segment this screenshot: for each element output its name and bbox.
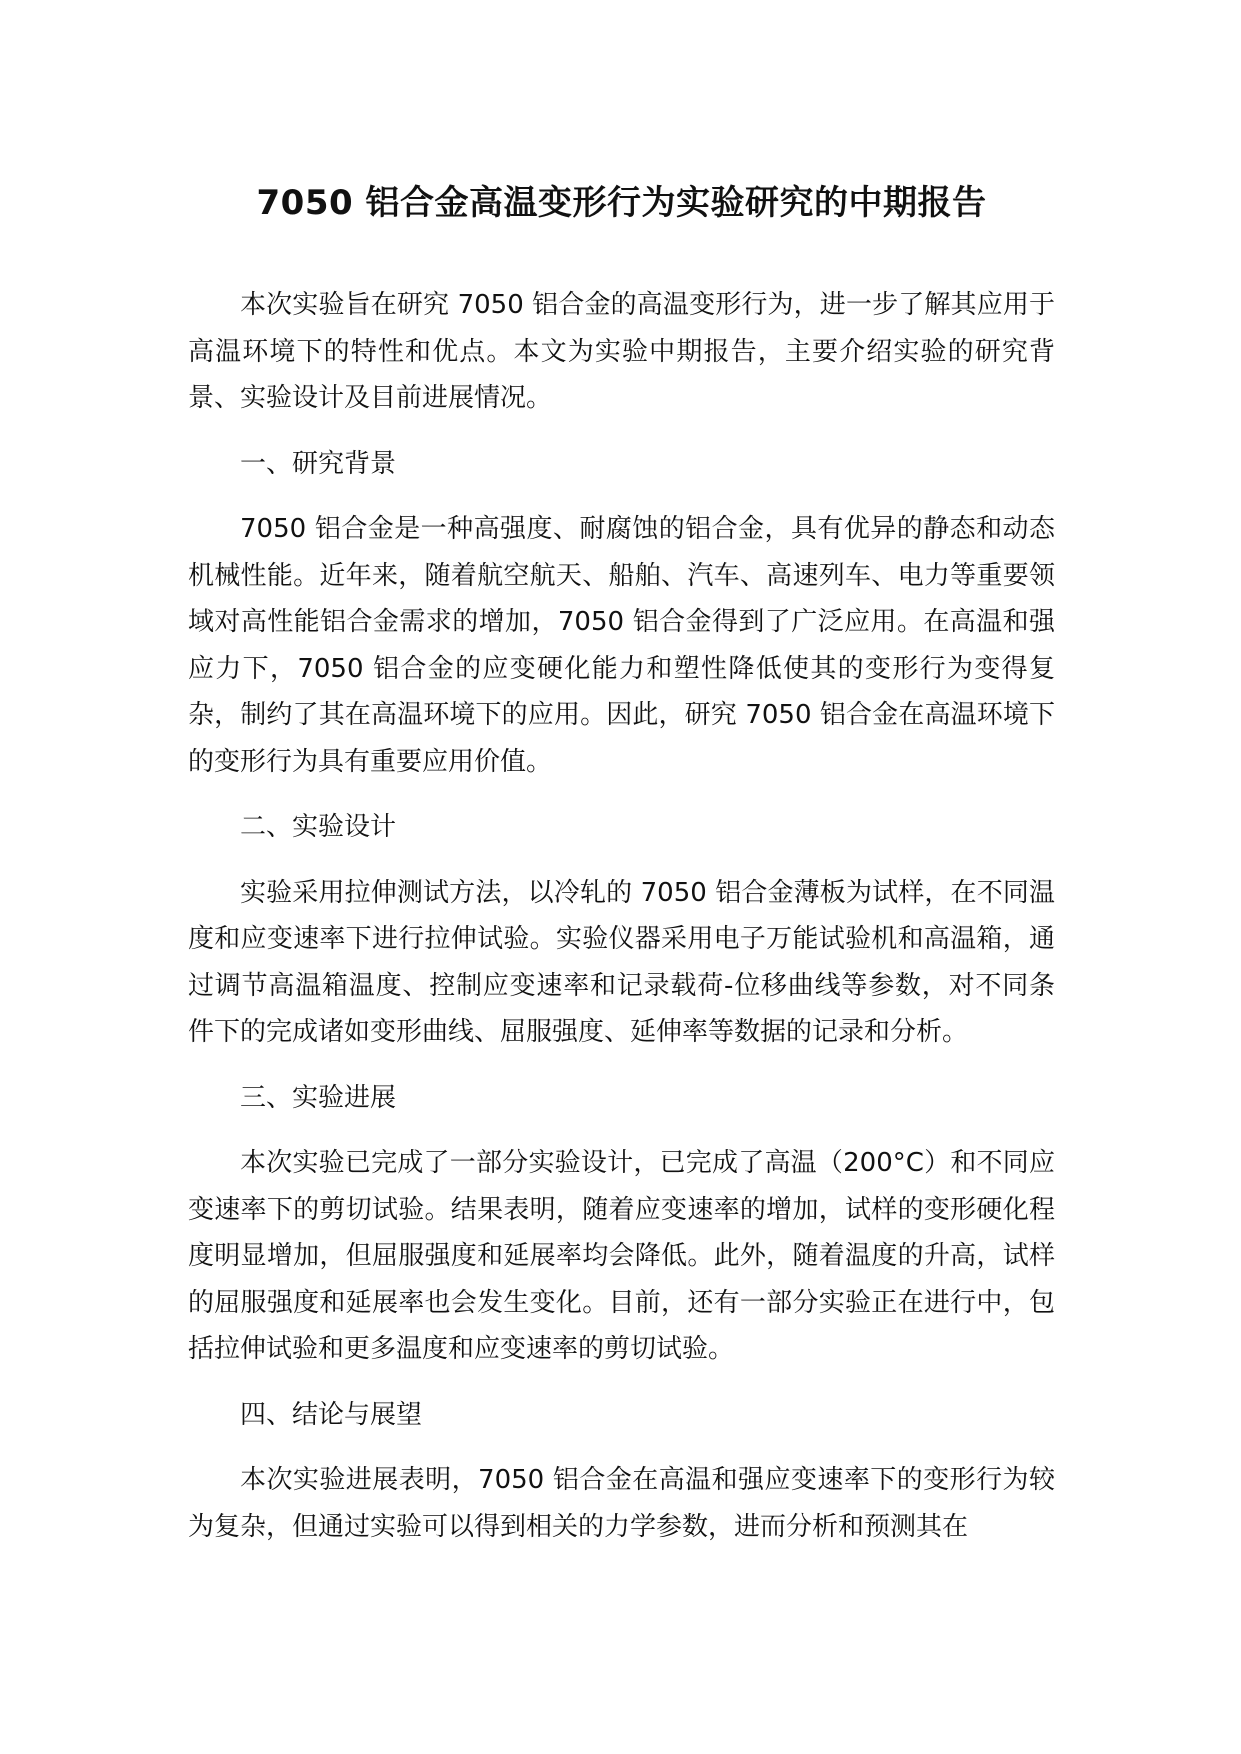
intro-paragraph: 本次实验旨在研究 7050 铝合金的高温变形行为，进一步了解其应用于高温环境下的特性和优点。本文为实验中期报告，主要介绍实验的研究背景、实验设计及目前进展情况。 <box>188 290 1055 413</box>
section-heading-design: 二、实验设计 <box>240 812 397 842</box>
section-body-design: 实验采用拉伸测试方法，以冷轧的 7050 铝合金薄板为试样，在不同温度和应变速率下进行拉伸试验。实验仪器采用电子万能试验机和高温箱，通过调节高温箱温度、控制应变速率和记录载荷-位移曲线等参数，对不同条件下的完成诸如变形曲线、屈服强度、延伸率等数据的记录和分析。 <box>188 877 1055 1047</box>
section-body-background: 7050 铝合金是一种高强度、耐腐蚀的铝合金，具有优异的静态和动态机械性能。近年来，随着航空航天、船舶、汽车、高速列车、电力等重要领域对高性能铝合金需求的增加，7050 铝合金得到了广泛应用。在高温和强应力下，7050 铝合金的应变硬化能力和塑性降低使其的变形行为变得复杂，制约了其在高温环境下的应用。因此，研究 7050 铝合金在高温环境下的变形行为具有重要应用价值。 <box>188 514 1055 777</box>
document-title: 7050 铝合金高温变形行为实验研究的中期报告 <box>256 183 987 223</box>
section-body-progress: 本次实验已完成了一部分实验设计，已完成了高温（200°C）和不同应变速率下的剪切试验。结果表明，随着应变速率的增加，试样的变形硬化程度明显增加，但屈服强度和延展率均会降低。此外，随着温度的升高，试样的屈服强度和延展率也会发生变化。目前，还有一部分实验正在进行中，包括拉伸试验和更多温度和应变速率的剪切试验。 <box>188 1148 1055 1364</box>
section-body-conclusion: 本次实验进展表明，7050 铝合金在高温和强应变速率下的变形行为较为复杂，但通过实验可以得到相关的力学参数，进而分析和预测其在 <box>188 1465 1055 1542</box>
section-heading-progress: 三、实验进展 <box>240 1082 397 1113</box>
section-heading-conclusion: 四、结论与展望 <box>240 1399 423 1430</box>
section-heading-background: 一、研究背景 <box>240 448 397 479</box>
